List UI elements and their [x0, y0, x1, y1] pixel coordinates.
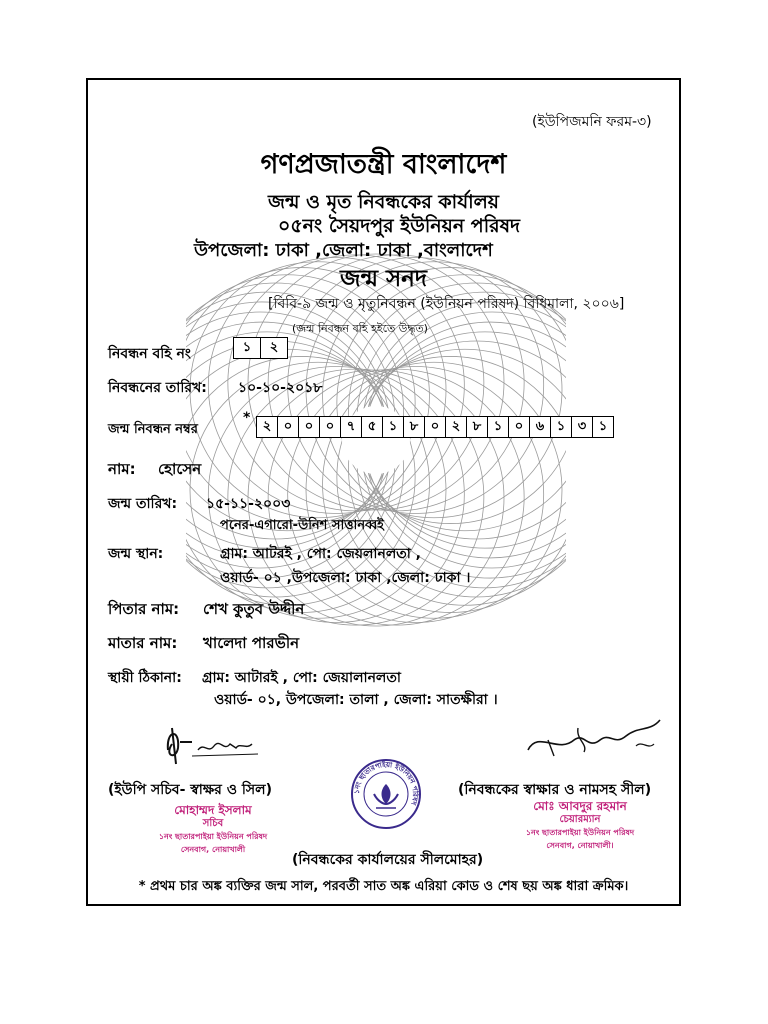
registrar-stamp-title: চেয়ারম্যান [559, 814, 601, 825]
reg-number-digit: ০ [277, 416, 299, 438]
reg-number-label: জন্ম নিবন্ধন নম্বর [108, 422, 198, 437]
registrar-sign-label: (নিবন্ধকের স্বাক্ষার ও নামসহ সীল) [458, 782, 652, 798]
reg-number-digit: ৬ [529, 416, 551, 438]
book-no-label: নিবন্ধন বহি নং [108, 346, 191, 362]
reg-number-asterisk: * [243, 410, 251, 426]
registrar-stamp-line2: সেনবাগ, নোয়াখালী। [546, 841, 614, 850]
registrar-signature [518, 710, 668, 765]
seal-label: (নিবন্ধকের কার্যালয়ের সীলমোহর) [292, 852, 484, 868]
mother-name: খালেদা পারভীন [203, 634, 300, 652]
reg-number-digit: ১ [592, 416, 614, 438]
address-line2: ওয়ার্ড- ০১, উপজেলা: তালা , জেলা: সাতক্ষীরা । [214, 692, 498, 708]
birthplace-line1: গ্রাম: আটরই , পো: জেয়লানলতা , [220, 546, 422, 562]
reg-number-digit: ৩ [571, 416, 593, 438]
secretary-stamp [128, 804, 298, 856]
birthplace-line2: ওয়ার্ড- ০১ ,উপজেলা: ঢাকা ,জেলা: ঢাকা । [220, 570, 471, 586]
reg-number-digit: ০ [319, 416, 341, 438]
secretary-stamp-line2: সেনবাগ, নোয়াখালী [180, 845, 246, 854]
dob-in-words: পনের-এগারো-উনিশ সাত্তানব্বই [220, 518, 384, 533]
reg-number-digit: ০ [508, 416, 530, 438]
reg-number-digit: ১ [382, 416, 404, 438]
father-label: পিতার নাম: [108, 600, 180, 618]
secretary-signature [158, 720, 288, 770]
name-value: হোসেন [158, 460, 202, 478]
rule-reference: [বিবি-৯ জন্ম ও মৃতুনিবন্ধন (ইউনিয়ন পরিষদ) বিধিমালা, ২০০৬] [268, 296, 625, 312]
registrar-stamp-line1: ১নং ছাতারপাইয়া ইউনিয়ন পরিষদ [525, 828, 635, 837]
mother-label: মাতার নাম: [108, 634, 178, 652]
secretary-sign-label: (ইউপি সচিব- স্বাক্ষর ও সিল) [108, 782, 273, 798]
extract-note: (জন্ম নিবন্ধন বহি হইতে উদ্ধৃত) [292, 322, 428, 335]
reg-number-digit: ০ [424, 416, 446, 438]
father-name: শেখ কুতুব উদ্দীন [203, 600, 305, 618]
address-line1: গ্রাম: আটারই , পো: জেয়ালানলতা [202, 670, 401, 686]
birthplace-label: জন্ম স্থান: [108, 546, 164, 562]
reg-number-digit: ১ [487, 416, 509, 438]
secretary-stamp-name: মোহাম্মদ ইসলাম [174, 803, 252, 817]
country-title: গণপ্রজাতন্ত্রী বাংলাদেশ [260, 149, 507, 180]
office-title: জন্ম ও মৃত নিবন্ধকের কার্যালয় [267, 191, 499, 213]
reg-number-digit: ২ [256, 416, 278, 438]
reg-number-digit: ৫ [361, 416, 383, 438]
certificate-frame [86, 78, 681, 906]
footnote: * প্রথম চার অঙ্ক ব্যক্তির জন্ম সাল, পরবর্তী সাত অঙ্ক এরিয়া কোড ও শেষ ছয় অঙ্ক ধারা ক্রমিক। [138, 879, 629, 894]
registrar-stamp-name: মোঃ আবদুর রহমান [533, 799, 627, 813]
book-no-boxes [234, 337, 288, 359]
location-line: উপজেলা: ঢাকা ,জেলা: ঢাকা ,বাংলাদেশ [194, 240, 493, 261]
dob-label: জন্ম তারিখ: [108, 496, 178, 512]
reg-number-digit: ০ [298, 416, 320, 438]
reg-number-digit: ১ [550, 416, 572, 438]
dob-value: ১৫-১১-২০০৩ [206, 496, 291, 512]
name-label: নাম: [108, 460, 136, 478]
reg-date-label: নিবন্ধনের তারিখ: [108, 380, 207, 396]
registrar-stamp [500, 800, 660, 852]
certificate-title: জন্ম সনদ [340, 266, 427, 292]
form-code: (ইউপিজমনি ফরম-৩) [532, 114, 652, 130]
office-seal [350, 758, 422, 830]
book-no-digit: ১ [233, 337, 261, 359]
secretary-stamp-title: সচিব [202, 818, 224, 829]
union-name: ০৫নং সৈয়দপুর ইউনিয়ন পরিষদ [278, 215, 521, 237]
address-label: স্থায়ী ঠিকানা: [108, 670, 182, 686]
seal-ring-text: ১নং ছাতারপাইয়া ইউনিয়ন পরিষদ [352, 760, 420, 806]
reg-number-digit: ৮ [466, 416, 488, 438]
reg-number-digit: ৮ [403, 416, 425, 438]
reg-date-value: ১০-১০-২০১৮ [238, 380, 323, 396]
secretary-stamp-line1: ১নং ছাতারপাইয়া ইউনিয়ন পরিষদ [158, 832, 268, 841]
reg-number-boxes [257, 416, 614, 438]
reg-number-digit: ২ [445, 416, 467, 438]
book-no-digit: ২ [260, 337, 288, 359]
reg-number-digit: ৭ [340, 416, 362, 438]
